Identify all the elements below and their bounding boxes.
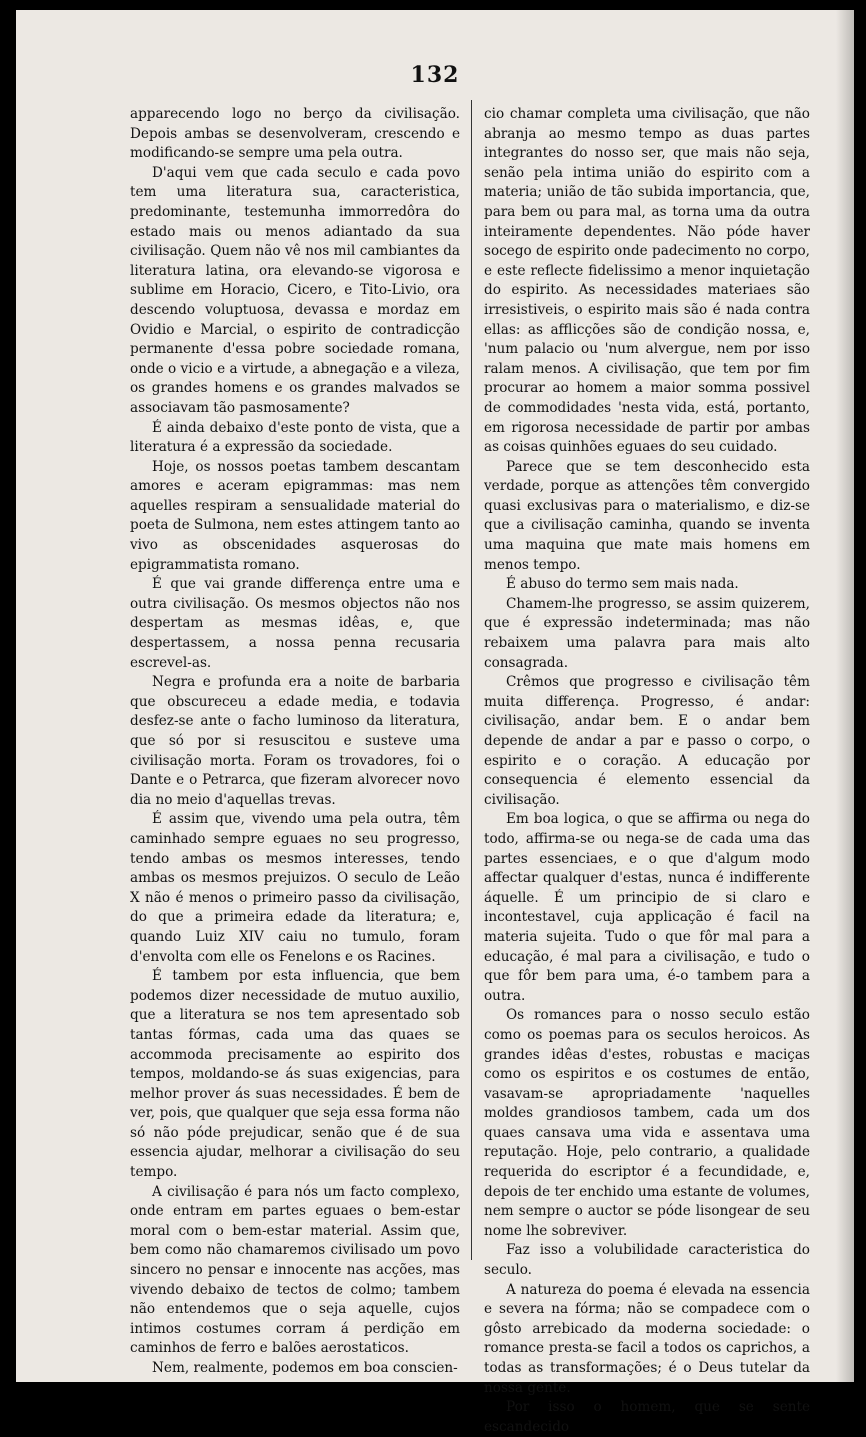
paragraph: É que vai grande differença entre uma e outra civilisação. Os mesmos objectos não nos despertam as mesmas idêas, e, que despertassem, a nossa penna recusaria escrevel-as. [130,576,460,671]
paragraph: Faz isso a volubilidade caracteristica do seculo. [484,1242,810,1279]
column-divider [471,100,472,1260]
page-number: 132 [410,62,460,88]
paragraph: Chamem-lhe progresso, se assim quizerem, que é expressão indeterminada; mas não rebaixem uma palavra para mais alto consagrada. [484,595,810,671]
paragraph: A natureza do poema é elevada na essencia e severa na fórma; não se compadece com o gôsto arrebicado da moderna sociedade: o romance presta-se facil a todos os caprichos, a todas as transformações; é o Deus tutelar da nossa gente. [484,1281,810,1396]
paragraph: Crêmos que progresso e civilisação têm muita differença. Progresso, é andar: civilisação, andar bem. E o andar bem depende de andar a par e passo o corpo, o espirito e o coração. A educação por consequencia é elemento essencial da civilisação. [484,674,810,808]
paragraph: apparecendo logo no berço da civilisação. Depois ambas se desenvolveram, crescendo e modificando-se sempre uma pela outra. [130,106,460,162]
paragraph: Hoje, os nossos poetas tambem descantam amores e aceram epigrammas: mas nem aquelles respiram a sensualidade material do poeta de Sulmona, nem estes attingem tanto ao vivo as obscenidades asquerosas do epigrammatista romano. [130,458,460,573]
paragraph: cio chamar completa uma civilisação, que não abranja ao mesmo tempo as duas partes integrantes do nosso ser, que mais não seja, senão pela intima união do espirito com a materia; união de tão subida importancia, que, para bem ou para mal, as torna uma da outra inteiramente dependentes. Não póde haver socego de espirito onde padecimento no corpo, e este reflecte fidelissimo a menor inquietação do espirito. As necessidades materiaes são irresistiveis, o espirito mais são é nada contra ellas: as afflicções são de condição nossa, e, 'num palacio ou 'num alvergue, nem por isso ralam menos. A civilisação, que tem por fim procurar ao homem a maior somma possivel de commodidades 'nesta vida, está, portanto, em rigorosa necessidade de partir por ambas as coisas quinhões eguaes do seu cuidado. [484,106,810,456]
paragraph: D'aqui vem que cada seculo e cada povo tem uma literatura sua, caracteristica, predominante, testemunha immorredôra do estado mais ou menos adiantado da sua civilisação. Quem não vê nos mil cambiantes da literatura latina, ora elevando-se vigorosa e sublime em Horacio, Cicero, e Tito-Livio, ora descendo voluptuosa, devassa e mordaz em Ovidio e Marcial, o espirito de contradicção permanente d'essa pobre sociedade romana, onde o vicio e a virtude, a abnegação e a vileza, os grandes homens e os grandes malvados se associavam tão pasmosamente? [130,164,460,416]
paragraph: Por isso o homem, que se sente escandecido [484,1399,810,1435]
left-column [130,105,460,1379]
paragraph: Parece que se tem desconhecido esta verdade, porque as attenções têm convergido quasi exclusivas para o materialismo, e diz-se que a civilisação caminha, quando se inventa uma maquina que mate mais homens em menos tempo. [484,458,810,573]
newspaper-page [16,10,854,1435]
paragraph: É ainda debaixo d'este ponto de vista, que a literatura é a expressão da sociedade. [130,419,460,456]
right-column [484,105,810,1437]
paragraph: Negra e profunda era a noite de barbaria que obscureceu a edade media, e todavia desfez-se ante o facho luminoso da literatura, que só por si resuscitou e susteve uma civilisação morta. Foram os trovadores, foi o Dante e o Petrarca, que fizeram alvorecer novo dia no meio d'aquellas trevas. [130,674,460,808]
paragraph: Os romances para o nosso seculo estão como os poemas para os seculos heroicos. As grandes idêas d'estes, robustas e maciças como os espiritos e os costumes de então, vasavam-se apropriadamente 'naquelles moldes grandiosos tambem, cada um dos quaes cansava uma vida e assentava uma reputação. Hoje, pelo contrario, a qualidade requerida do escriptor é a fecundidade, e, depois de ter enchido uma estante de volumes, nem sempre o auctor se póde lisongear de seu nome lhe sobreviver. [484,1007,810,1239]
paragraph: É assim que, vivendo uma pela outra, têm caminhado sempre eguaes no seu progresso, tendo ambas os mesmos interesses, tendo ambas os mesmos prejuizos. O seculo de Leão X não é menos o primeiro passo da civilisação, do que a primeira edade da literatura; e, quando Luiz XIV caiu no tumulo, foram d'envolta com elle os Fenelons e os Racines. [130,811,460,965]
paragraph: A civilisação é para nós um facto complexo, onde entram em partes eguaes o bem-estar moral com o bem-estar material. Assim que, bem como não chamaremos civilisado um povo sincero no pensar e innocente nas acções, mas vivendo debaixo de tectos de colmo; tambem não entendemos que o seja aquelle, cujos intimos costumes corram á perdição em caminhos de ferro e balões aerostaticos. [130,1183,460,1357]
page-edge-shadow [836,10,854,1382]
paragraph: É tambem por esta influencia, que bem podemos dizer necessidade de mutuo auxilio, que a literatura se nos tem apresentado sob tantas fórmas, cada uma das quaes se accommoda precisamente ao espirito dos tempos, moldando-se ás suas exigencias, para melhor prover ás suas necessidades. É bem de ver, pois, que qualquer que seja essa forma não só não póde prejudicar, senão que é de sua essencia ajudar, melhorar a civilisação do seu tempo. [130,968,460,1181]
paragraph: Nem, realmente, podemos em boa conscien- [152,1360,458,1376]
paragraph: Em boa logica, o que se affirma ou nega do todo, affirma-se ou nega-se de cada uma das partes essenciaes, e o que d'algum modo affectar qualquer d'estas, nunca é indifferente áquelle. É um principio de si claro e incontestavel, cuja applicação é facil na materia sujeita. Tudo o que fôr mal para a educação, é mal para a civilisação, e tudo o que fôr bem para uma, é-o tambem para a outra. [484,811,810,1004]
paragraph: É abuso do termo sem mais nada. [506,576,739,593]
